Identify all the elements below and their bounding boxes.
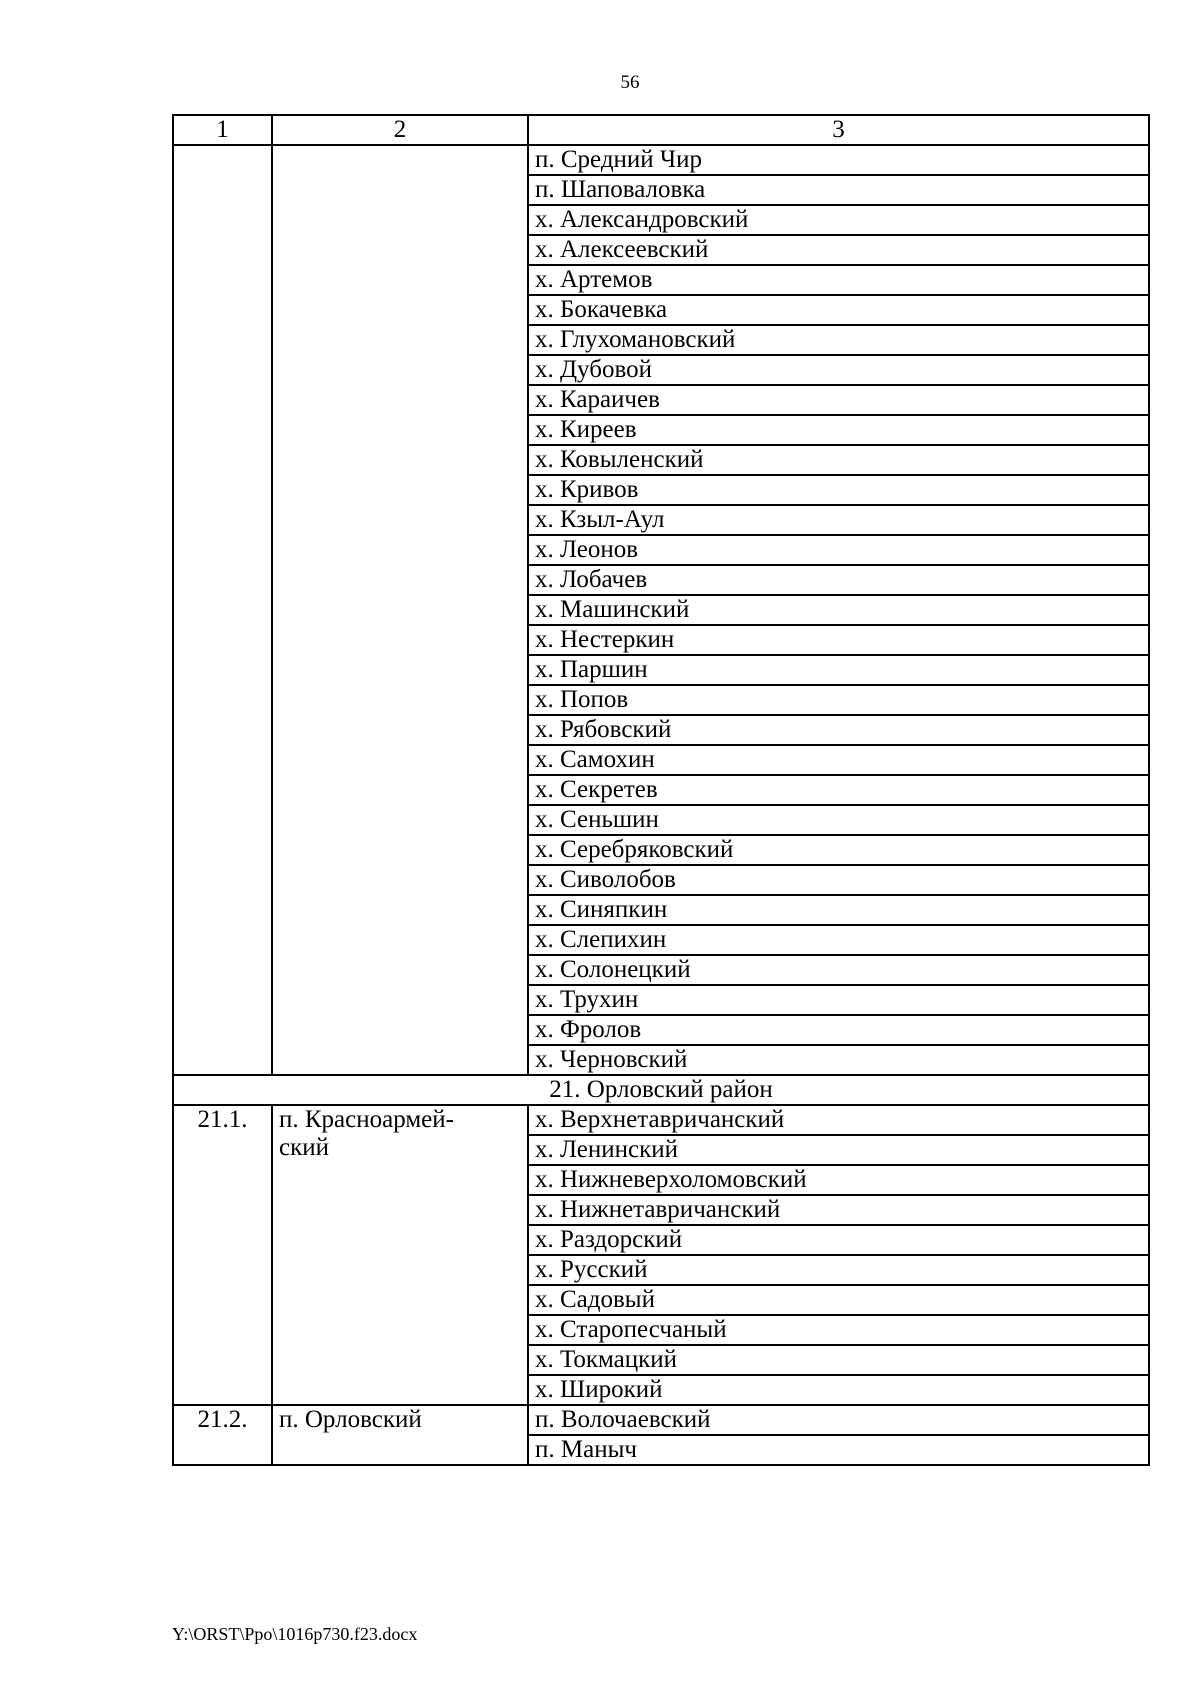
column-header-2: 2 (272, 115, 528, 145)
settlement-cell: х. Токмацкий (528, 1345, 1149, 1375)
group-number: 21.1. (173, 1105, 272, 1405)
settlement-cell: п. Средний Чир (528, 145, 1149, 175)
settlement-cell: х. Черновский (528, 1045, 1149, 1075)
settlement-cell: х. Леонов (528, 535, 1149, 565)
continuation-number-cell (173, 145, 272, 1075)
settlement-cell: х. Нестеркин (528, 625, 1149, 655)
settlement-cell: х. Солонецкий (528, 955, 1149, 985)
settlement-cell: х. Алексеевский (528, 235, 1149, 265)
settlements-table (172, 114, 1150, 1466)
settlement-cell: х. Ленинский (528, 1135, 1149, 1165)
settlement-cell: х. Нижнетавричанский (528, 1195, 1149, 1225)
settlement-cell: х. Верхнетавричанский (528, 1105, 1149, 1135)
settlement-cell: х. Серебряковский (528, 835, 1149, 865)
settlement-cell: п. Шаповаловка (528, 175, 1149, 205)
settlement-cell: х. Глухомановский (528, 325, 1149, 355)
settlement-cell: х. Русский (528, 1255, 1149, 1285)
settlement-cell: х. Кривов (528, 475, 1149, 505)
settlement-cell: х. Широкий (528, 1375, 1149, 1405)
settlement-cell: х. Попов (528, 685, 1149, 715)
settlement-cell: х. Синяпкин (528, 895, 1149, 925)
footer-file-path: Y:\ORST\Ppo\1016p730.f23.docx (172, 1624, 418, 1644)
table-header-row (173, 115, 1149, 145)
page-number: 56 (620, 72, 640, 93)
settlement-cell: х. Александровский (528, 205, 1149, 235)
settlement-cell: х. Фролов (528, 1015, 1149, 1045)
settlement-cell: п. Волочаевский (528, 1405, 1149, 1435)
settlement-cell: х. Раздорский (528, 1225, 1149, 1255)
settlement-cell: х. Нижневерхоломовский (528, 1165, 1149, 1195)
settlement-cell: х. Бокачевка (528, 295, 1149, 325)
settlement-cell: х. Ковыленский (528, 445, 1149, 475)
table-row (173, 145, 1149, 175)
group-center (272, 1105, 528, 1405)
settlement-cell: х. Караичев (528, 385, 1149, 415)
settlement-cell: х. Машинский (528, 595, 1149, 625)
table-row (173, 1105, 1149, 1135)
settlement-cell: х. Трухин (528, 985, 1149, 1015)
group-center (272, 1405, 528, 1465)
settlement-cell: п. Маныч (528, 1435, 1149, 1465)
settlement-cell: х. Дубовой (528, 355, 1149, 385)
continuation-center-cell (272, 145, 528, 1075)
settlement-cell: х. Паршин (528, 655, 1149, 685)
group-center-line: ский (279, 1134, 329, 1161)
section-title: 21. Орловский район (173, 1075, 1149, 1105)
table-row (173, 1405, 1149, 1435)
settlement-cell: х. Сеньшин (528, 805, 1149, 835)
column-header-3: 3 (528, 115, 1149, 145)
settlement-cell: х. Лобачев (528, 565, 1149, 595)
settlement-cell: х. Самохин (528, 745, 1149, 775)
settlement-cell: х. Слепихин (528, 925, 1149, 955)
settlement-cell: х. Киреев (528, 415, 1149, 445)
group-center-line: п. Орловский (279, 1406, 422, 1433)
settlement-cell: х. Кзыл-Аул (528, 505, 1149, 535)
table-body (173, 115, 1149, 1465)
settlement-cell: х. Старопесчаный (528, 1315, 1149, 1345)
section-row (173, 1075, 1149, 1105)
group-number: 21.2. (173, 1405, 272, 1465)
settlement-cell: х. Секретев (528, 775, 1149, 805)
settlement-cell: х. Рябовский (528, 715, 1149, 745)
settlement-cell: х. Садовый (528, 1285, 1149, 1315)
group-center-line: п. Красноармей- (279, 1106, 454, 1133)
settlement-cell: х. Сиволобов (528, 865, 1149, 895)
settlement-cell: х. Артемов (528, 265, 1149, 295)
column-header-1: 1 (173, 115, 272, 145)
